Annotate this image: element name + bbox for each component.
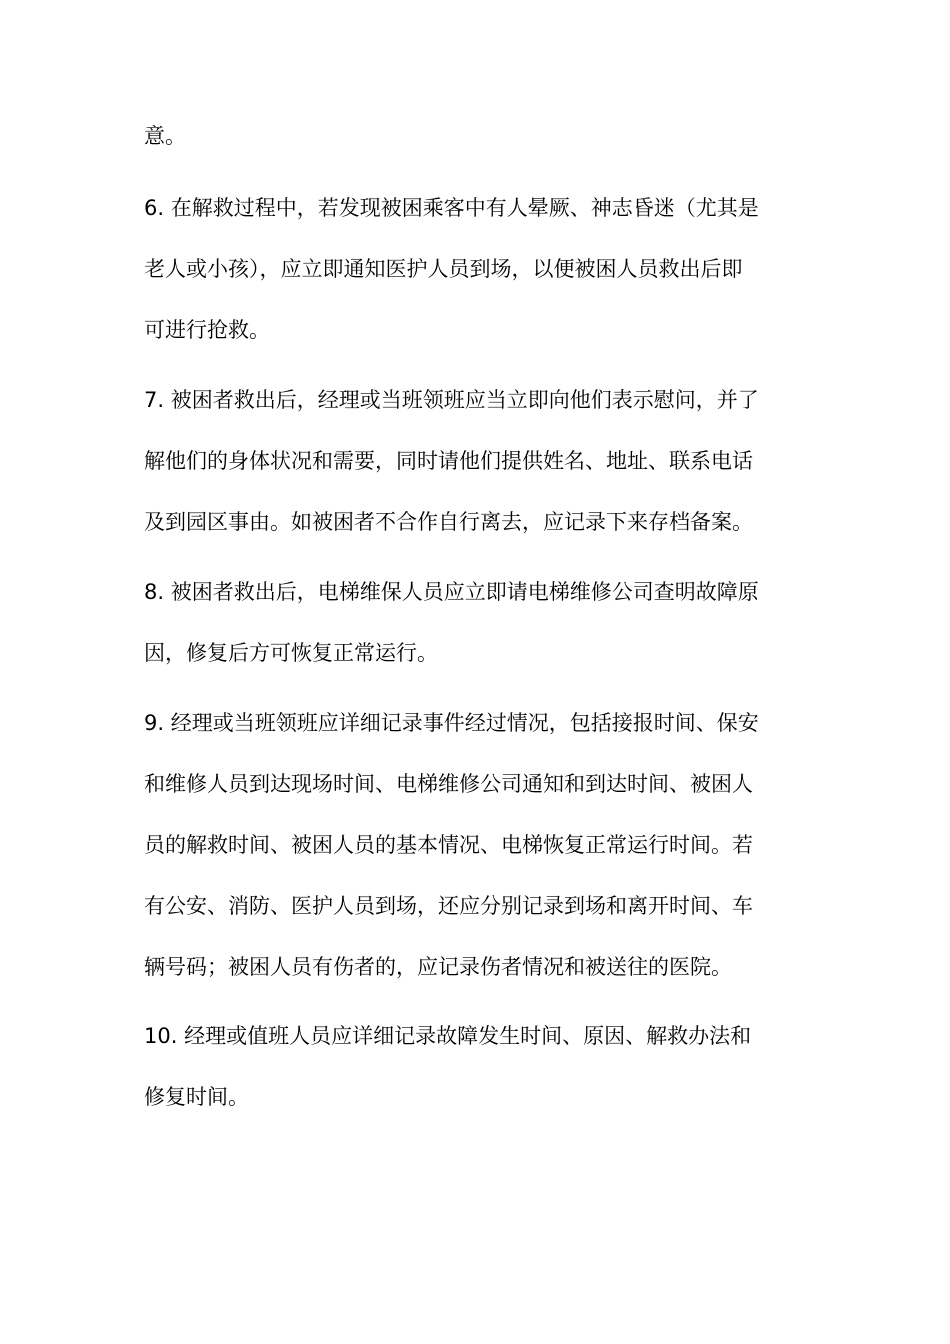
- text-line: 修复时间。: [144, 1085, 249, 1109]
- text-line: 老人或小孩），应立即通知医护人员到场，以便被困人员救出后即: [144, 257, 743, 281]
- text-line: 员的解救时间、被困人员的基本情况、电梯恢复正常运行时间。若: [144, 833, 753, 857]
- text-line: 9. 经理或当班领班应详细记录事件经过情况，包括接报时间、保安: [144, 711, 759, 735]
- text-line: 及到园区事由。如被困者不合作自行离去，应记录下来存档备案。: [144, 510, 753, 534]
- text-line: 意。: [144, 124, 186, 148]
- text-line: 和维修人员到达现场时间、电梯维修公司通知和到达时间、被困人: [144, 772, 753, 796]
- text-line: 有公安、消防、医护人员到场，还应分别记录到场和离开时间、车: [144, 894, 753, 918]
- text-line: 辆号码；被困人员有伤者的，应记录伤者情况和被送往的医院。: [144, 955, 732, 979]
- text-line: 6. 在解救过程中，若发现被困乘客中有人晕厥、神志昏迷（尤其是: [144, 196, 759, 220]
- text-line: 8. 被困者救出后，电梯维保人员应立即请电梯维修公司查明故障原: [144, 580, 759, 604]
- text-line: 因，修复后方可恢复正常运行。: [144, 641, 438, 665]
- text-line: 可进行抢救。: [144, 318, 270, 342]
- text-line: 10. 经理或值班人员应详细记录故障发生时间、原因、解救办法和: [144, 1024, 752, 1048]
- text-line: 7. 被困者救出后，经理或当班领班应当立即向他们表示慰问，并了: [144, 388, 759, 412]
- text-line: 解他们的身体状况和需要，同时请他们提供姓名、地址、联系电话: [144, 449, 753, 473]
